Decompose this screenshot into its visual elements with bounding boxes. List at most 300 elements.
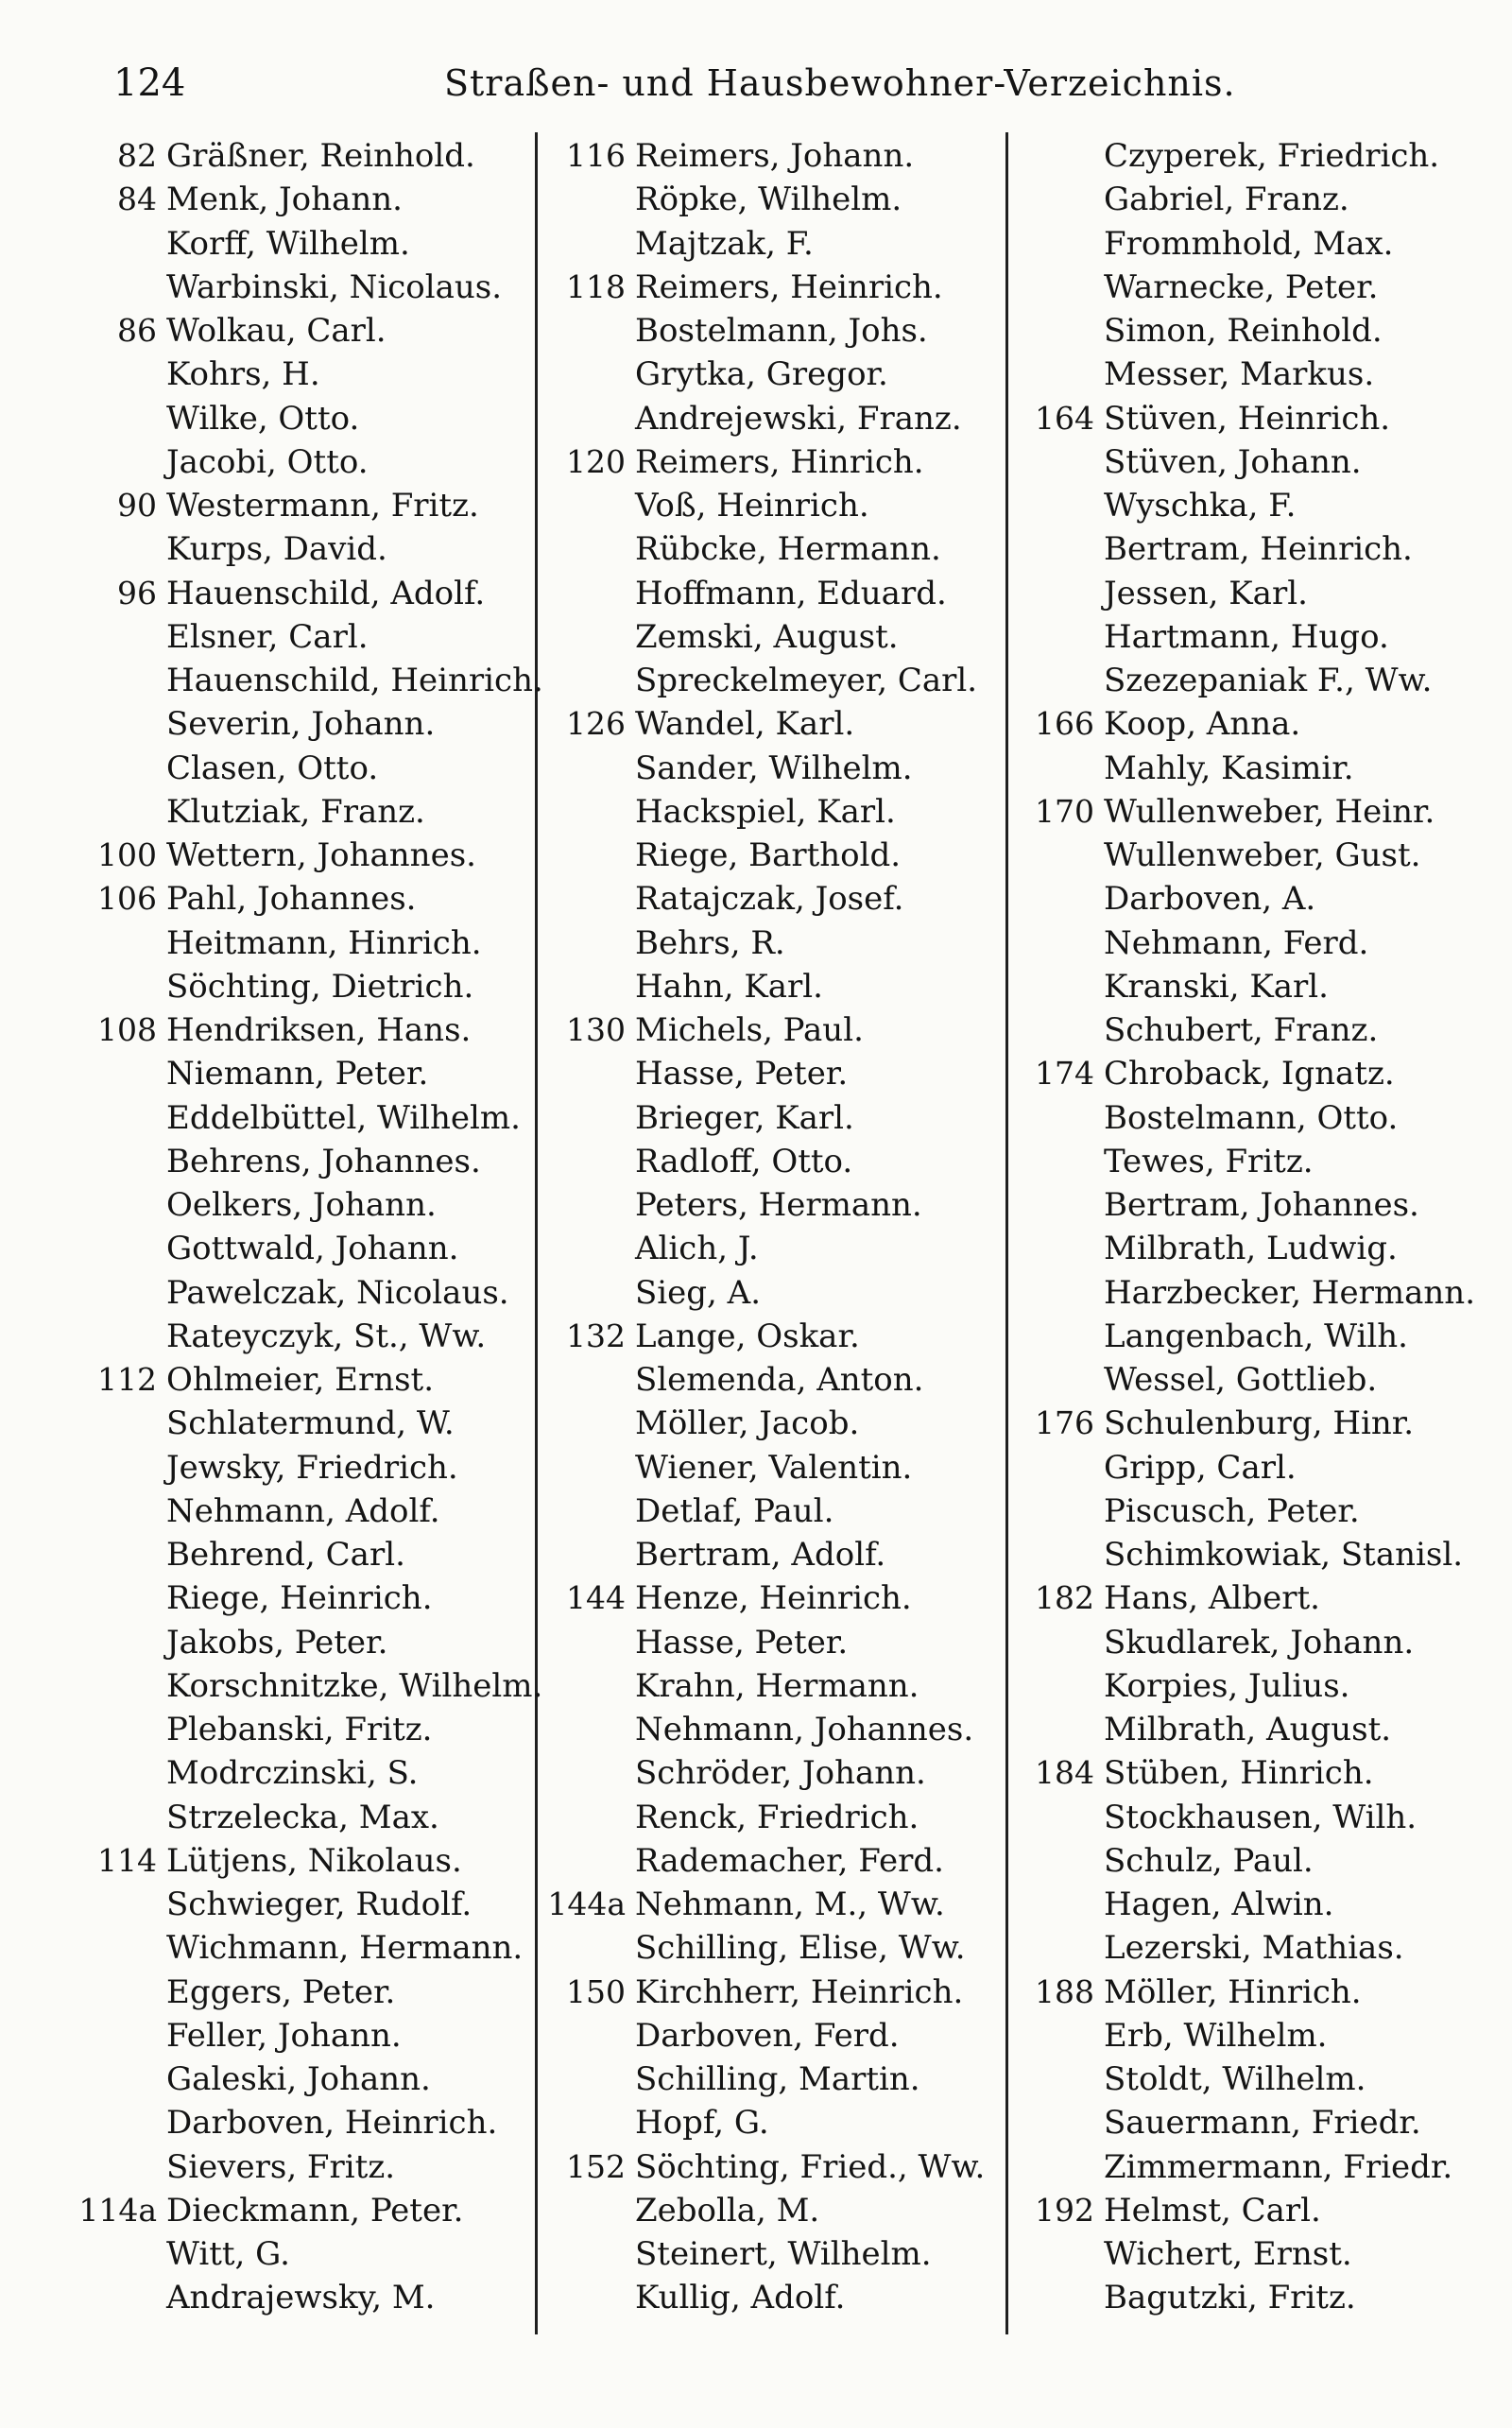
house-number: 120 (566, 442, 626, 480)
resident-name: Tewes, Fritz. (1104, 1142, 1314, 1180)
list-item (117, 484, 543, 527)
resident-name: Michels, Paul. (635, 1011, 864, 1049)
list-item (117, 134, 543, 178)
list-item (166, 921, 543, 965)
house-number: 84 (117, 181, 157, 218)
list-item (1035, 1751, 1475, 1795)
list-item (166, 1664, 543, 1708)
resident-name: Hagen, Alwin. (1104, 1886, 1334, 1923)
resident-name: Plebanski, Fritz. (166, 1711, 433, 1748)
resident-name: Kullig, Adolf. (635, 2279, 846, 2317)
resident-name: Bostelmann, Otto. (1104, 1098, 1399, 1137)
resident-name: Gottwald, Johann. (166, 1230, 459, 1268)
resident-name: Jakobs, Peter. (166, 1623, 388, 1662)
list-item (1104, 615, 1475, 659)
house-number: 164 (1035, 399, 1094, 437)
list-item (166, 1708, 543, 1751)
resident-name: Hauenschild, Adolf. (166, 574, 486, 612)
list-item (635, 659, 985, 702)
list-item (117, 309, 543, 353)
resident-name: Milbrath, Ludwig. (1104, 1230, 1398, 1268)
house-number: 114a (78, 2191, 157, 2229)
list-item (635, 1926, 985, 1970)
list-item (1104, 1271, 1475, 1315)
page-header (0, 55, 1512, 112)
list-item (635, 484, 985, 527)
list-item (547, 1883, 985, 1926)
resident-name: Witt, G. (166, 2235, 290, 2273)
house-number: 90 (117, 487, 157, 524)
list-item (635, 1621, 985, 1664)
resident-name: Elsner, Carl. (166, 617, 369, 656)
list-item (97, 1839, 543, 1883)
resident-name: Ratajczak, Josef. (635, 880, 904, 919)
resident-name: Hahn, Karl. (635, 967, 823, 1006)
resident-name: Eddelbüttel, Wilhelm. (166, 1098, 521, 1137)
resident-name: Schulenburg, Hinr. (1104, 1404, 1415, 1443)
running-title: Straßen- und Hausbewohner-Verzeichnis. (444, 62, 1236, 104)
resident-name: Simon, Reinhold. (1104, 312, 1383, 350)
resident-name: Hauenschild, Heinrich. (166, 662, 543, 699)
resident-name: Mahly, Kasimir. (1104, 749, 1354, 787)
list-item (97, 834, 543, 877)
list-item (635, 353, 985, 396)
resident-name: Klutziak, Franz. (166, 792, 425, 831)
list-item (1104, 484, 1475, 527)
list-item (166, 1490, 543, 1533)
list-item (166, 2014, 543, 2058)
house-number: 144 (566, 1579, 626, 1617)
list-item (1104, 2232, 1475, 2276)
resident-name: Reimers, Johann. (635, 137, 915, 175)
house-number: 130 (566, 1011, 626, 1048)
list-item (566, 440, 985, 484)
resident-name: Severin, Johann. (166, 705, 436, 744)
resident-name: Nehmann, Adolf. (166, 1491, 440, 1530)
list-item (166, 1576, 543, 1620)
list-item (1104, 222, 1475, 266)
resident-name: Nehmann, Johannes. (635, 1711, 974, 1748)
house-number: 166 (1035, 705, 1094, 743)
resident-name: Oelkers, Johann. (166, 1186, 437, 1224)
resident-name: Rübcke, Hermann. (635, 530, 941, 569)
list-item (166, 747, 543, 790)
resident-name: Hoffmann, Eduard. (635, 574, 947, 612)
list-item (635, 309, 985, 353)
resident-name: Modrczinski, S. (166, 1754, 419, 1793)
resident-name: Rateyczyk, St., Ww. (166, 1317, 487, 1355)
resident-name: Wilke, Otto. (166, 399, 360, 438)
resident-name: Grytka, Gregor. (635, 355, 888, 394)
resident-name: Lezerski, Mathias. (1104, 1929, 1404, 1968)
resident-name: Wiener, Valentin. (635, 1448, 913, 1487)
resident-name: Zebolla, M. (635, 2191, 820, 2230)
list-item (635, 1839, 985, 1883)
house-number: 144a (547, 1886, 626, 1922)
resident-name: Stockhausen, Wilh. (1104, 1798, 1418, 1836)
list-item (166, 702, 543, 746)
house-number: 108 (97, 1011, 157, 1048)
resident-name: Wandel, Karl. (635, 705, 855, 744)
list-item (635, 2014, 985, 2058)
list-item (635, 2276, 985, 2319)
list-item (1104, 1708, 1475, 1751)
resident-name: Pawelczak, Nicolaus. (166, 1273, 509, 1312)
list-item (635, 965, 985, 1008)
list-item (566, 266, 985, 309)
resident-name: Kohrs, H. (166, 355, 320, 394)
resident-name: Schröder, Johann. (635, 1754, 926, 1793)
resident-name: Hendriksen, Hans. (166, 1011, 472, 1049)
resident-name: Riege, Heinrich. (166, 1579, 433, 1618)
house-number: 100 (97, 836, 157, 873)
list-item (1104, 1446, 1475, 1490)
resident-name: Wichmann, Hermann. (166, 1929, 524, 1968)
house-number: 184 (1035, 1754, 1094, 1792)
list-item (166, 1315, 543, 1358)
resident-name: Schimkowiak, Stanisl. (1104, 1536, 1464, 1574)
resident-name: Schubert, Franz. (1104, 1011, 1379, 1049)
list-item (166, 1096, 543, 1140)
list-item (1104, 1839, 1475, 1883)
resident-name: Zemski, August. (635, 617, 899, 656)
list-item (166, 790, 543, 834)
house-number: 152 (566, 2147, 626, 2185)
house-number: 114 (97, 1841, 157, 1879)
column-3 (1035, 134, 1476, 2320)
resident-name: Andrejewski, Franz. (635, 399, 962, 438)
resident-name: Warnecke, Peter. (1104, 267, 1379, 306)
list-item (1035, 2189, 1475, 2232)
resident-name: Behrens, Johannes. (166, 1142, 481, 1180)
resident-name: Wyschka, F. (1104, 487, 1297, 525)
resident-name: Lütjens, Nikolaus. (166, 1841, 462, 1880)
list-item (635, 1490, 985, 1533)
list-item (566, 702, 985, 746)
resident-name: Gripp, Carl. (1104, 1448, 1297, 1487)
house-number: 176 (1035, 1404, 1094, 1442)
list-item (166, 1227, 543, 1270)
resident-name: Chroback, Ignatz. (1104, 1055, 1395, 1093)
resident-name: Röpke, Wilhelm. (635, 181, 902, 219)
resident-name: Slemenda, Anton. (635, 1361, 924, 1399)
house-number: 126 (566, 705, 626, 743)
list-item (1035, 397, 1475, 440)
list-item (97, 1358, 543, 1402)
resident-name: Wullenweber, Heinr. (1104, 792, 1435, 831)
list-item (166, 965, 543, 1008)
list-item (97, 877, 543, 921)
list-item (117, 572, 543, 615)
house-number: 188 (1035, 1972, 1094, 2010)
list-item (635, 397, 985, 440)
list-item (1104, 1227, 1475, 1270)
list-item (166, 1926, 543, 1970)
list-item (78, 2189, 543, 2232)
list-item (635, 1751, 985, 1795)
list-item (635, 1140, 985, 1183)
list-item (1035, 1402, 1475, 1445)
list-item (166, 1140, 543, 1183)
house-number: 96 (117, 574, 157, 611)
list-item (635, 747, 985, 790)
resident-name: Behrs, R. (635, 923, 785, 962)
list-item (166, 527, 543, 571)
list-item (635, 178, 985, 221)
resident-name: Kirchherr, Heinrich. (635, 1972, 964, 2011)
list-item (566, 1971, 985, 2014)
resident-name: Bostelmann, Johs. (635, 312, 928, 350)
house-number: 116 (566, 137, 626, 174)
list-item (635, 1096, 985, 1140)
list-item (1104, 659, 1475, 702)
resident-name: Czyperek, Friedrich. (1104, 137, 1440, 175)
list-item (166, 615, 543, 659)
resident-name: Niemann, Peter. (166, 1055, 429, 1093)
list-item (1104, 572, 1475, 615)
resident-name: Skudlarek, Johann. (1104, 1623, 1415, 1662)
resident-name: Darboven, Ferd. (635, 2016, 900, 2055)
list-item (166, 397, 543, 440)
resident-name: Helmst, Carl. (1104, 2191, 1321, 2230)
list-item (166, 2101, 543, 2144)
list-item (1104, 877, 1475, 921)
resident-name: Eggers, Peter. (166, 1972, 396, 2011)
resident-name: Szezepaniak F., Ww. (1104, 662, 1433, 699)
list-item (566, 1008, 985, 1052)
resident-name: Stüven, Heinrich. (1104, 399, 1391, 438)
resident-name: Spreckelmeyer, Carl. (635, 662, 978, 699)
list-item (1035, 702, 1475, 746)
resident-name: Andrajewsky, M. (166, 2279, 436, 2317)
house-number: 86 (117, 312, 157, 349)
list-item (1035, 1576, 1475, 1620)
resident-name: Zimmermann, Friedr. (1104, 2147, 1453, 2186)
list-item (1104, 1140, 1475, 1183)
resident-name: Westermann, Fritz. (166, 487, 479, 525)
resident-name: Schilling, Martin. (635, 2060, 920, 2098)
resident-name: Wichert, Ernst. (1104, 2235, 1352, 2273)
house-number: 170 (1035, 792, 1094, 830)
list-item (1104, 965, 1475, 1008)
resident-name: Erb, Wilhelm. (1104, 2016, 1328, 2055)
list-item (566, 1315, 985, 1358)
list-item (1104, 2058, 1475, 2101)
list-item (1104, 1183, 1475, 1227)
list-item (635, 2232, 985, 2276)
resident-name: Korpies, Julius. (1104, 1666, 1350, 1705)
resident-name: Jessen, Karl. (1104, 574, 1308, 612)
resident-name: Sander, Wilhelm. (635, 749, 913, 787)
resident-name: Reimers, Hinrich. (635, 442, 924, 481)
list-item (635, 1052, 985, 1095)
resident-name: Bertram, Heinrich. (1104, 530, 1413, 569)
resident-name: Riege, Barthold. (635, 836, 902, 874)
list-item (1104, 1796, 1475, 1839)
list-item (1104, 440, 1475, 484)
resident-name: Peters, Hermann. (635, 1186, 922, 1224)
list-item (1104, 1926, 1475, 1970)
resident-name: Sievers, Fritz. (166, 2147, 396, 2186)
list-item (166, 1271, 543, 1315)
resident-name: Schulz, Paul. (1104, 1841, 1314, 1880)
resident-name: Feller, Johann. (166, 2016, 402, 2055)
list-item (117, 178, 543, 221)
list-item (635, 2189, 985, 2232)
resident-name: Majtzak, F. (635, 224, 814, 263)
page-number: 124 (113, 61, 186, 105)
list-item (1104, 747, 1475, 790)
list-item (1104, 1621, 1475, 1664)
resident-name: Voß, Heinrich. (635, 487, 869, 525)
resident-name: Wolkau, Carl. (166, 312, 387, 350)
resident-name: Stüven, Johann. (1104, 442, 1362, 481)
resident-name: Steinert, Wilhelm. (635, 2235, 932, 2273)
resident-name: Messer, Markus. (1104, 355, 1375, 394)
list-item (635, 1358, 985, 1402)
resident-name: Hasse, Peter. (635, 1055, 849, 1093)
resident-name: Ohlmeier, Ernst. (166, 1361, 435, 1399)
list-item (166, 353, 543, 396)
resident-name: Gräßner, Reinhold. (166, 137, 475, 175)
resident-name: Möller, Hinrich. (1104, 1972, 1362, 2011)
resident-name: Darboven, Heinrich. (166, 2104, 498, 2143)
resident-name: Hopf, G. (635, 2104, 769, 2143)
resident-name: Clasen, Otto. (166, 749, 379, 787)
list-item (635, 834, 985, 877)
house-number: 106 (97, 880, 157, 918)
resident-name: Wessel, Gottlieb. (1104, 1361, 1378, 1399)
list-item (566, 1576, 985, 1620)
resident-name: Henze, Heinrich. (635, 1579, 912, 1618)
list-item (1104, 134, 1475, 178)
list-item (1104, 1008, 1475, 1052)
resident-name: Hasse, Peter. (635, 1623, 849, 1662)
list-item (635, 2058, 985, 2101)
resident-name: Langenbach, Wilh. (1104, 1317, 1408, 1355)
list-item (635, 527, 985, 571)
list-item (635, 1227, 985, 1270)
resident-name: Brieger, Karl. (635, 1098, 854, 1137)
list-item (1104, 2014, 1475, 2058)
list-item (166, 659, 543, 702)
resident-name: Hackspiel, Karl. (635, 792, 896, 831)
resident-name: Strzelecka, Max. (166, 1798, 439, 1836)
list-item (635, 1664, 985, 1708)
house-number: 174 (1035, 1055, 1094, 1093)
resident-name: Korschnitzke, Wilhelm. (166, 1666, 543, 1705)
list-item (166, 1446, 543, 1490)
list-item (1035, 1052, 1475, 1095)
list-item (166, 222, 543, 266)
list-item (635, 222, 985, 266)
resident-name: Nehmann, Ferd. (1104, 923, 1369, 962)
column-1 (78, 134, 543, 2320)
house-number: 118 (566, 267, 626, 305)
list-item (1104, 1358, 1475, 1402)
list-item (166, 2145, 543, 2189)
resident-name: Hartmann, Hugo. (1104, 617, 1389, 656)
list-item (166, 1621, 543, 1664)
list-item (635, 1708, 985, 1751)
resident-name: Söchting, Dietrich. (166, 967, 474, 1006)
resident-name: Dieckmann, Peter. (166, 2191, 464, 2230)
list-item (166, 266, 543, 309)
list-item (1104, 1883, 1475, 1926)
resident-name: Warbinski, Nicolaus. (166, 267, 503, 306)
resident-name: Milbrath, August. (1104, 1711, 1392, 1748)
list-item (166, 2232, 543, 2276)
list-item (1104, 1533, 1475, 1576)
resident-name: Pahl, Johannes. (166, 880, 417, 919)
list-item (166, 1751, 543, 1795)
resident-name: Wettern, Johannes. (166, 836, 476, 874)
list-item (635, 1271, 985, 1315)
resident-name: Bertram, Adolf. (635, 1536, 886, 1574)
house-number: 182 (1035, 1579, 1094, 1617)
house-number: 82 (117, 137, 157, 174)
house-number: 132 (566, 1317, 626, 1354)
column-2 (547, 134, 986, 2320)
list-item (1104, 834, 1475, 877)
list-item (566, 2145, 986, 2189)
list-item (1104, 1315, 1475, 1358)
resident-name: Harzbecker, Hermann. (1104, 1273, 1476, 1312)
list-item (166, 1883, 543, 1926)
resident-name: Koop, Anna. (1104, 705, 1301, 744)
resident-name: Lange, Oskar. (635, 1317, 860, 1355)
list-item (635, 1796, 985, 1839)
list-item (166, 1402, 543, 1445)
list-item (566, 134, 985, 178)
resident-name: Bagutzki, Fritz. (1104, 2279, 1356, 2317)
resident-name: Bertram, Johannes. (1104, 1186, 1419, 1224)
list-item (1104, 1664, 1475, 1708)
list-item (1035, 1971, 1475, 2014)
resident-name: Frommhold, Max. (1104, 224, 1394, 263)
list-item (1104, 2101, 1475, 2144)
list-item (166, 1052, 543, 1095)
resident-name: Jewsky, Friedrich. (166, 1448, 458, 1487)
list-item (635, 921, 985, 965)
resident-name: Möller, Jacob. (635, 1404, 860, 1443)
list-item (1104, 178, 1475, 221)
resident-name: Wullenweber, Gust. (1104, 836, 1421, 874)
resident-name: Jacobi, Otto. (166, 442, 369, 481)
list-item (166, 1971, 543, 2014)
list-item (635, 790, 985, 834)
resident-name: Heitmann, Hinrich. (166, 923, 482, 962)
resident-name: Reimers, Heinrich. (635, 267, 943, 306)
resident-name: Stoldt, Wilhelm. (1104, 2060, 1366, 2098)
resident-name: Sieg, A. (635, 1273, 762, 1312)
list-item (166, 1796, 543, 1839)
list-item (1104, 1096, 1475, 1140)
resident-name: Renck, Friedrich. (635, 1798, 919, 1836)
resident-name: Kurps, David. (166, 530, 387, 569)
list-item (1035, 790, 1475, 834)
list-item (166, 440, 543, 484)
list-item (635, 1183, 985, 1227)
resident-name: Schwieger, Rudolf. (166, 1886, 472, 1923)
resident-name: Galeski, Johann. (166, 2060, 431, 2098)
list-item (635, 1402, 985, 1445)
house-number: 150 (566, 1972, 626, 2010)
resident-name: Krahn, Hermann. (635, 1666, 919, 1705)
list-item (1104, 2145, 1475, 2189)
resident-name: Detlaf, Paul. (635, 1491, 834, 1530)
resident-name: Darboven, A. (1104, 880, 1316, 919)
